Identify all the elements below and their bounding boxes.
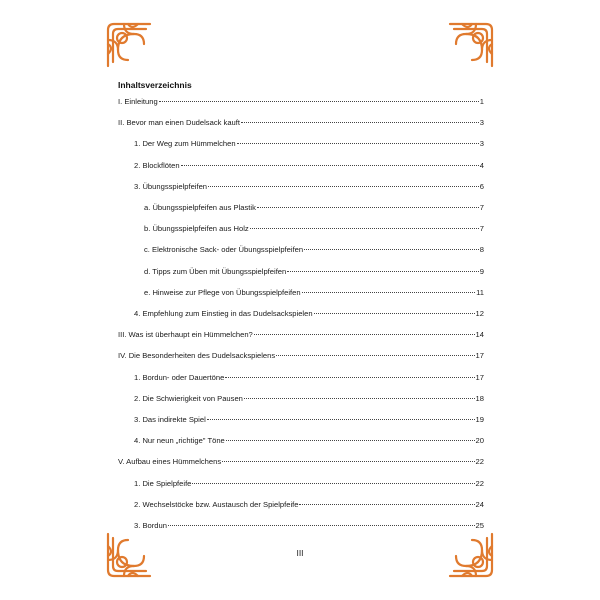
toc-entry-label: 3. Bordun (134, 521, 167, 530)
toc-entry[interactable] (118, 350, 484, 362)
toc-title: Inhaltsverzeichnis (118, 80, 192, 90)
toc-entry-label: 2. Wechselstöcke bzw. Austausch der Spielpfeife (134, 499, 299, 509)
toc-leader-dots (208, 186, 479, 187)
toc-leader-dots (276, 355, 474, 356)
toc-entry-page: 25 (475, 521, 484, 530)
toc-entry[interactable] (144, 287, 484, 299)
toc-entry-label: V. Aufbau eines Hümmelchens (118, 457, 222, 467)
toc-entry-page: 17 (475, 372, 484, 382)
toc-entry[interactable] (144, 223, 484, 235)
toc-entry[interactable] (144, 266, 484, 278)
toc-entry-page: 8 (479, 245, 484, 255)
toc-entry-page: 20 (475, 436, 484, 446)
toc-entry[interactable] (134, 435, 484, 447)
toc-entry-page: 12 (475, 309, 484, 318)
toc-entry-page: 4 (479, 160, 484, 170)
toc-entry-label: I. Einleitung (118, 97, 158, 106)
toc-entry[interactable] (144, 244, 484, 256)
toc-entry[interactable] (134, 478, 484, 490)
toc-entry[interactable] (118, 117, 484, 129)
toc-entry[interactable] (134, 308, 484, 320)
toc-entry-page: 18 (475, 393, 484, 403)
toc-leader-dots (299, 504, 474, 505)
toc-entry-page: 11 (476, 287, 484, 297)
toc-entry-page: 22 (475, 478, 484, 488)
toc-leader-dots (222, 461, 474, 462)
toc-leader-dots (257, 207, 479, 208)
toc-leader-dots (237, 143, 479, 144)
toc-entry-label: 1. Der Weg zum Hümmelchen (134, 139, 236, 149)
toc-entry-label: d. Tipps zum Üben mit Übungsspielpfeifen (144, 266, 287, 276)
toc-entry-label: 4. Nur neun „richtige" Töne (134, 436, 225, 446)
toc-leader-dots (159, 101, 479, 102)
toc-leader-dots (304, 249, 479, 250)
toc-leader-dots (181, 165, 479, 166)
toc-entry-label: b. Übungsspielpfeifen aus Holz (144, 224, 249, 234)
celtic-knot-corner-icon (104, 20, 154, 70)
toc-entry[interactable] (134, 499, 484, 511)
toc-leader-dots (192, 483, 474, 484)
toc-leader-dots (314, 313, 475, 314)
toc-entry-label: 1. Bordun- oder Dauertöne (134, 372, 225, 382)
toc-entry[interactable] (118, 329, 484, 341)
toc-entry-page: 7 (479, 203, 484, 212)
toc-leader-dots (241, 122, 479, 123)
toc-leader-dots (207, 419, 475, 420)
toc-entry[interactable] (134, 520, 484, 532)
toc-leader-dots (287, 271, 479, 272)
toc-entry-label: 4. Empfehlung zum Einstieg in das Dudelsackspielen (134, 309, 313, 318)
toc-leader-dots (244, 398, 475, 399)
toc-entry[interactable] (134, 138, 484, 150)
toc-entry-page: 22 (475, 457, 484, 467)
toc-entry-page: 19 (475, 415, 484, 424)
toc-leader-dots (225, 377, 474, 378)
toc-entry-page: 7 (479, 224, 484, 234)
toc-entry[interactable] (134, 372, 484, 384)
toc-entry-page: 3 (479, 139, 484, 149)
toc-entry[interactable] (118, 96, 484, 108)
toc-entry-label: 3. Übungsspielpfeifen (134, 181, 208, 191)
toc-entry[interactable] (118, 456, 484, 468)
toc-entry-page: 14 (475, 330, 484, 340)
toc-entry-label: IV. Die Besonderheiten des Dudelsackspielens (118, 351, 276, 361)
toc-entry-page: 24 (475, 499, 484, 509)
toc-entry-label: 2. Die Schwierigkeit von Pausen (134, 393, 243, 403)
toc-entry-page: 9 (479, 266, 484, 276)
toc-entry-label: 3. Das indirekte Spiel (134, 415, 206, 424)
toc-entry-page: 17 (475, 351, 484, 361)
toc-entry-label: II. Bevor man einen Dudelsack kauft (118, 118, 240, 128)
toc-leader-dots (226, 440, 475, 441)
page-number: III (296, 548, 304, 558)
toc-entry-label: e. Hinweise zur Pflege von Übungsspielpfeifen (144, 287, 301, 297)
toc-leader-dots (254, 334, 475, 335)
toc-entry[interactable] (144, 202, 484, 214)
toc-entry-label: 1. Die Spielpfeife (134, 478, 192, 488)
toc-leader-dots (250, 228, 479, 229)
toc-entry-page: 3 (479, 118, 484, 128)
toc-entry[interactable] (134, 160, 484, 172)
toc-entry-label: a. Übungsspielpfeifen aus Plastik (144, 203, 256, 212)
toc-entry[interactable] (134, 181, 484, 193)
toc-entry-label: c. Elektronische Sack- oder Übungsspielpfeifen (144, 245, 304, 255)
toc-leader-dots (302, 292, 476, 293)
toc-entry-label: III. Was ist überhaupt ein Hümmelchen? (118, 330, 253, 340)
toc-leader-dots (168, 525, 475, 526)
toc-entry-page: 6 (479, 181, 484, 191)
toc-entry[interactable] (134, 393, 484, 405)
celtic-knot-corner-icon (446, 20, 496, 70)
toc-entry[interactable] (134, 414, 484, 426)
toc-entry-page: 1 (479, 97, 484, 106)
toc-entry-label: 2. Blockflöten (134, 160, 180, 170)
